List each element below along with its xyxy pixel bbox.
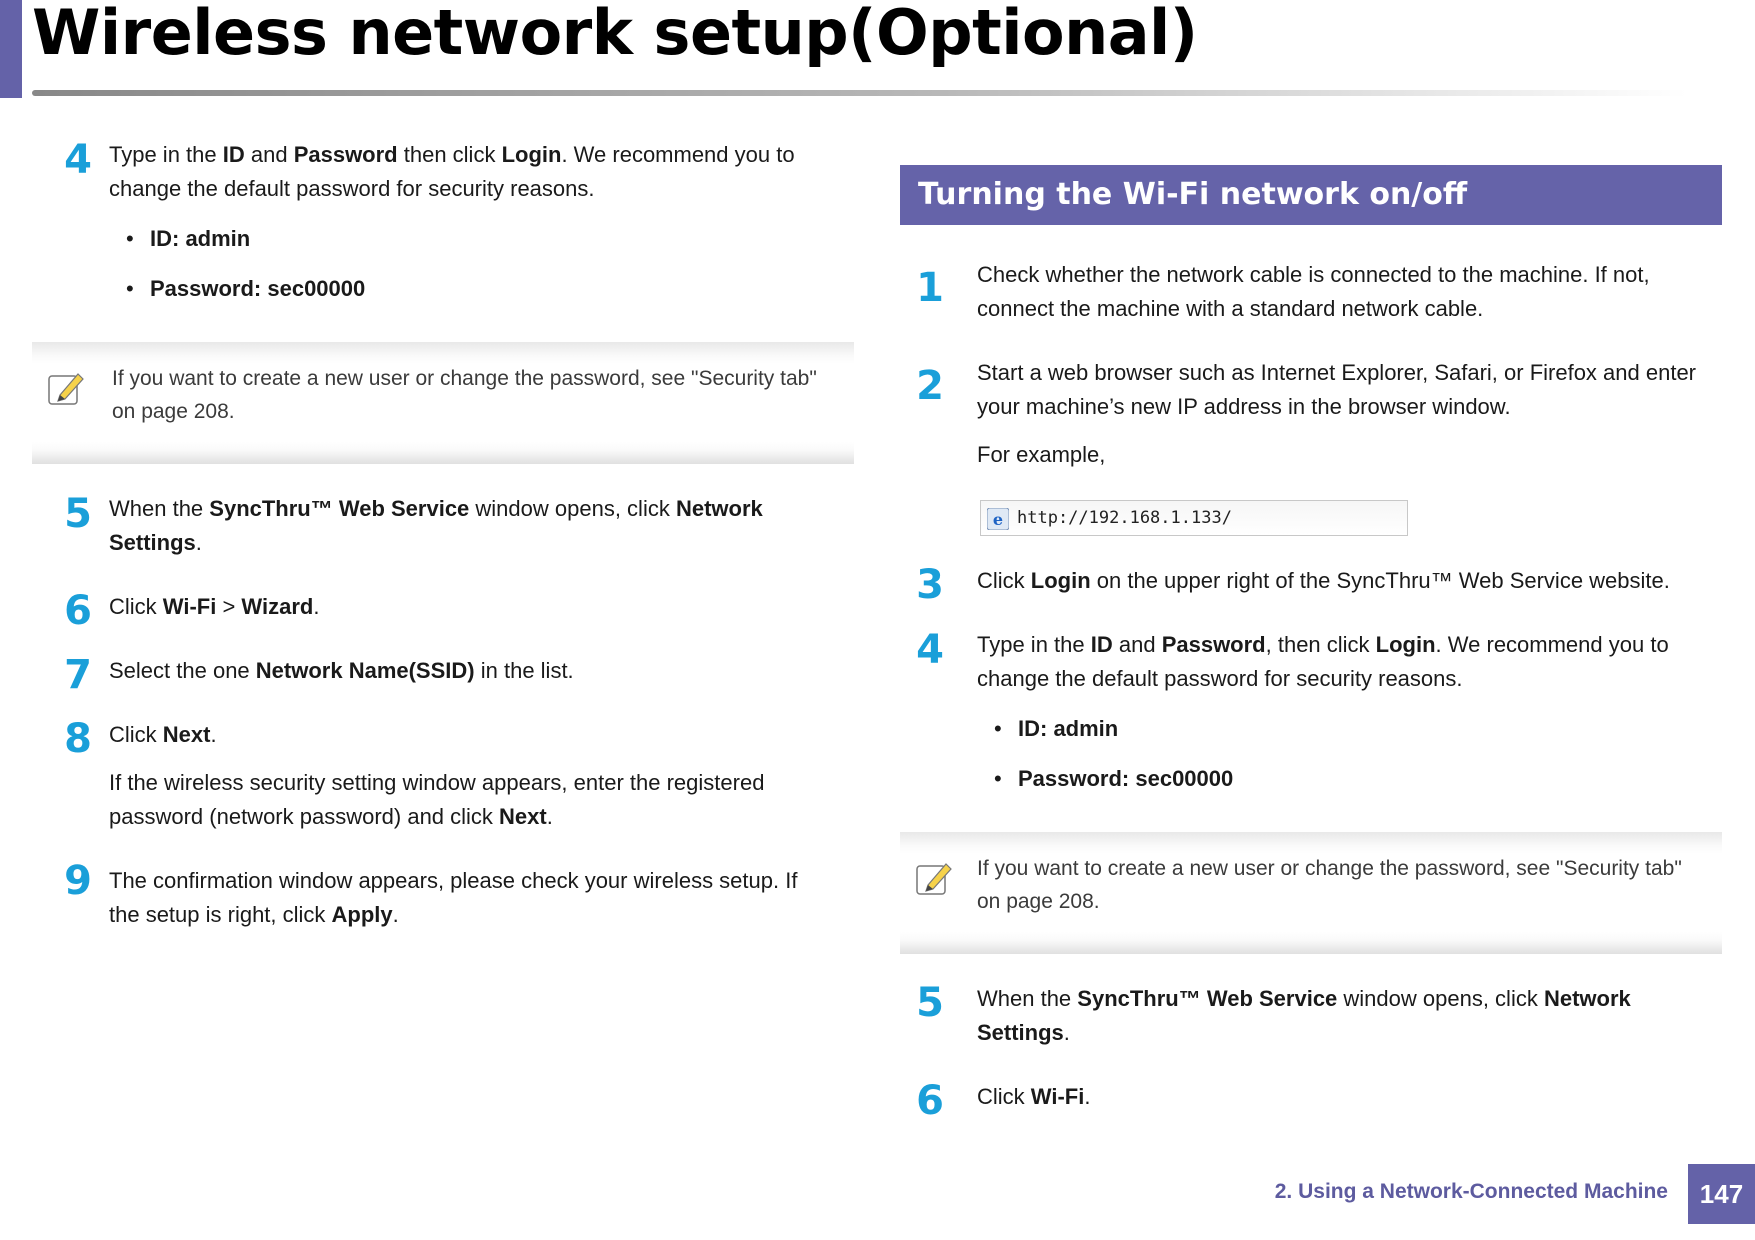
right-step-6-text: Click Wi-Fi. [977, 1084, 1091, 1109]
page-title: Wireless network setup(Optional) [32, 0, 1198, 69]
step-number: 4 [916, 627, 944, 673]
step-number: 5 [64, 491, 92, 537]
right-step-2-text: Start a web browser such as Internet Explorer, Safari, or Firefox and enter your machine’s new IP address in the browser window. For example, [977, 360, 1697, 467]
page-number: 147 [1688, 1164, 1755, 1224]
step-number: 9 [64, 858, 92, 904]
step-number: 5 [916, 980, 944, 1026]
title-divider [32, 90, 1687, 96]
step-number: 6 [64, 588, 92, 634]
left-note-text: If you want to create a new user or change the password, see "Security tab" on page 208. [112, 367, 817, 423]
left-step-6-text: Click Wi-Fi > Wizard. [109, 594, 320, 619]
url-text: http://192.168.1.133/ [1017, 508, 1232, 528]
note-pencil-icon [914, 858, 954, 898]
step-number: 2 [916, 363, 944, 409]
left-note-box [32, 342, 854, 464]
internet-explorer-icon [987, 508, 1009, 530]
step-number: 6 [916, 1078, 944, 1124]
right-note-text: If you want to create a new user or change the password, see "Security tab" on page 208. [977, 857, 1682, 913]
section-banner: Turning the Wi-Fi network on/off [900, 165, 1722, 225]
left-step-5-text: When the SyncThru™ Web Service window opens, click Network Settings. [109, 496, 763, 555]
left-step-7-text: Select the one Network Name(SSID) in the list. [109, 658, 574, 683]
right-step-3-text: Click Login on the upper right of the SyncThru™ Web Service website. [977, 568, 1670, 593]
step-number: 4 [64, 137, 92, 183]
svg-text:e: e [992, 510, 1004, 529]
left-bullet-password: • Password: sec00000 [126, 276, 366, 301]
step-number: 1 [916, 265, 944, 311]
left-step-4-text: Type in the ID and Password then click Login. We recommend you to change the default password for security reasons. [109, 142, 795, 201]
step-number: 8 [64, 716, 92, 762]
right-bullet-id: • ID: admin [994, 716, 1119, 741]
step-number: 7 [64, 652, 92, 698]
footer-chapter: 2. Using a Network-Connected Machine [1274, 1180, 1668, 1203]
browser-address-bar [980, 500, 1408, 536]
right-step-1-text: Check whether the network cable is connected to the machine. If not, connect the machine with a standard network cable. [977, 262, 1650, 321]
right-step-4-text: Type in the ID and Password, then click Login. We recommend you to change the default password for security reasons. [977, 632, 1669, 691]
left-step-9-text: The confirmation window appears, please check your wireless setup. If the setup is right, click Apply. [109, 868, 798, 927]
left-step-8-text: Click Next. If the wireless security setting window appears, enter the registered password (network password) and click Next. [109, 722, 765, 829]
right-bullet-password: • Password: sec00000 [994, 766, 1234, 791]
step-number: 3 [916, 562, 944, 608]
left-bullet-id: • ID: admin [126, 226, 251, 251]
title-accent-bar [0, 0, 22, 98]
right-note-box [900, 832, 1722, 954]
note-pencil-icon [46, 368, 86, 408]
right-step-5-text: When the SyncThru™ Web Service window opens, click Network Settings. [977, 986, 1631, 1045]
